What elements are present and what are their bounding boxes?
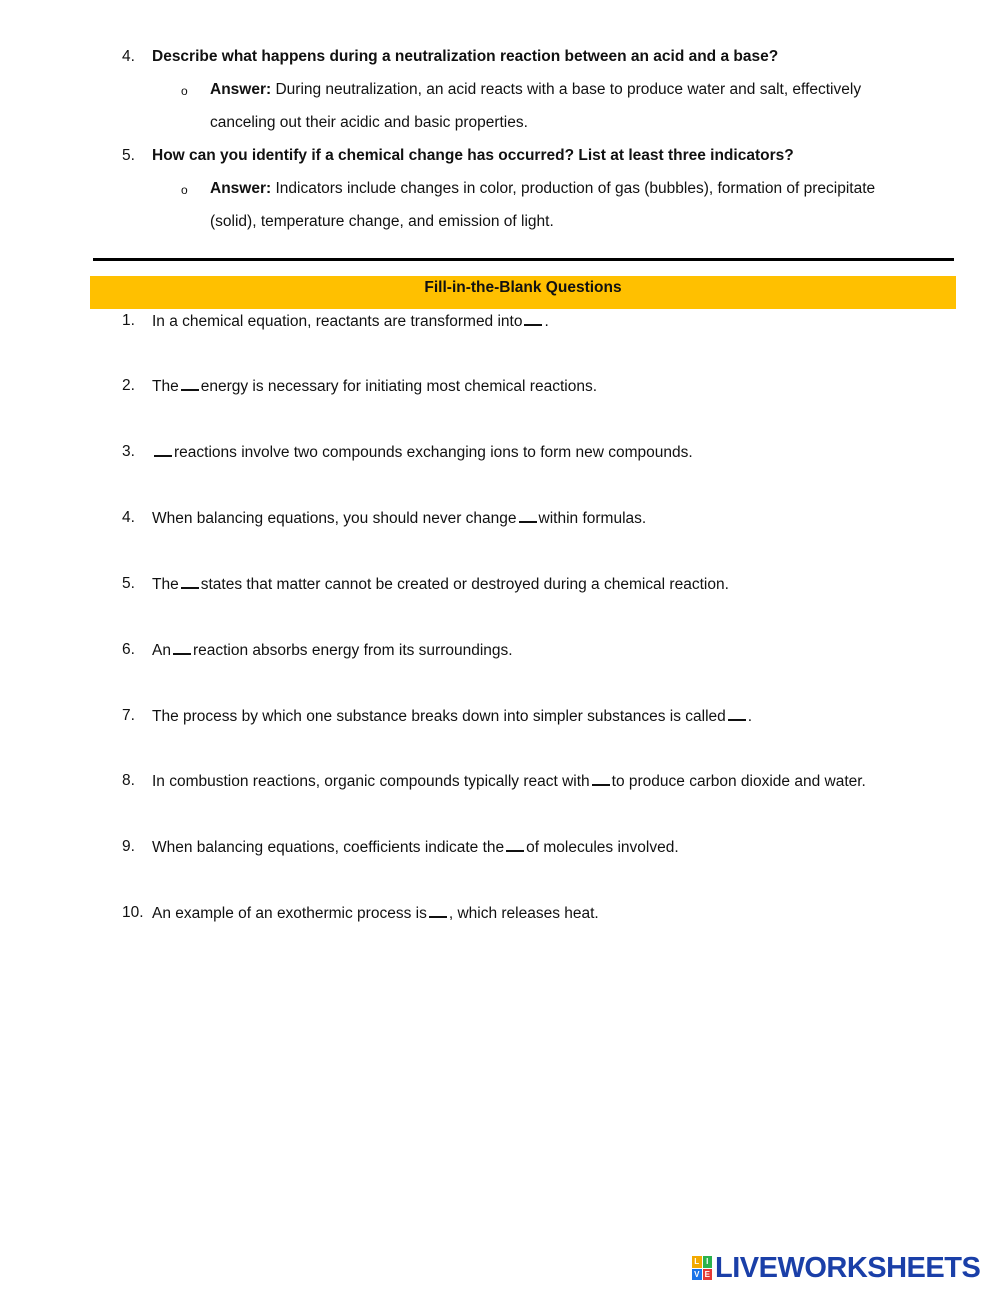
- text-after: reactions involve two compounds exchanging ions to form new compounds.: [174, 444, 693, 461]
- blank-input[interactable]: [181, 575, 199, 589]
- blank-input[interactable]: [519, 509, 537, 523]
- item-number: 7.: [122, 707, 135, 724]
- blank-input[interactable]: [592, 772, 610, 786]
- item-number: 10.: [122, 904, 144, 921]
- blank-input[interactable]: [429, 904, 447, 918]
- bullet-icon: o: [181, 84, 188, 98]
- answer-text-continued: (solid), temperature change, and emission of light.: [210, 213, 554, 230]
- logo-text: LIVEWORKSHEETS: [715, 1251, 981, 1284]
- logo-mark-cell: V: [692, 1269, 702, 1281]
- blank-input[interactable]: [181, 377, 199, 391]
- blank-input[interactable]: [728, 707, 746, 721]
- answer-text: During neutralization, an acid reacts with a base to produce water and salt, effectively: [275, 81, 862, 98]
- answer-label: Answer:: [210, 180, 272, 197]
- blank-input[interactable]: [506, 838, 524, 852]
- question-text: Describe what happens during a neutralization reaction between an acid and a base?: [152, 48, 779, 65]
- text-before: The: [152, 378, 179, 395]
- item-number: 4.: [122, 509, 135, 526]
- item-number: 3.: [122, 443, 135, 460]
- text-before: In a chemical equation, reactants are transformed into: [152, 313, 523, 330]
- liveworksheets-logo: [692, 1252, 980, 1284]
- text-after: of molecules involved.: [526, 839, 679, 856]
- section-title: Fill-in-the-Blank Questions: [90, 276, 956, 309]
- logo-mark-cell: I: [703, 1256, 713, 1268]
- text-after: , which releases heat.: [448, 905, 599, 922]
- text-after: states that matter cannot be created or destroyed during a chemical reaction.: [200, 576, 729, 593]
- text-before: When balancing equations, you should never change: [152, 510, 517, 527]
- text-after: energy is necessary for initiating most chemical reactions.: [200, 378, 597, 395]
- logo-mark-cell: L: [692, 1256, 702, 1268]
- logo-mark-cell: E: [703, 1269, 713, 1281]
- item-number: 9.: [122, 838, 135, 855]
- text-before: An: [152, 642, 171, 659]
- item-number: 5.: [122, 575, 135, 592]
- text-after: to produce carbon dioxide and water.: [611, 773, 866, 790]
- text-before: The process by which one substance breaks down into simpler substances is called: [152, 708, 726, 725]
- answer-text-continued: canceling out their acidic and basic properties.: [210, 114, 528, 131]
- answer-text: Indicators include changes in color, production of gas (bubbles), formation of precipitate: [275, 180, 876, 197]
- answer-line: [210, 180, 875, 198]
- question-text: How can you identify if a chemical change has occurred? List at least three indicators?: [152, 147, 794, 164]
- question-number: 4.: [122, 48, 135, 65]
- blank-input[interactable]: [154, 443, 172, 457]
- bullet-icon: o: [181, 183, 188, 197]
- text-before: In combustion reactions, organic compounds typically react with: [152, 773, 590, 790]
- text-after: within formulas.: [538, 510, 647, 527]
- text-before: When balancing equations, coefficients indicate the: [152, 839, 505, 856]
- text-after: reaction absorbs energy from its surroundings.: [192, 642, 513, 659]
- answer-line: [210, 81, 861, 99]
- text-after: .: [747, 708, 753, 725]
- section-divider: [93, 258, 954, 261]
- answer-label: Answer:: [210, 81, 272, 98]
- item-number: 6.: [122, 641, 135, 658]
- blank-input[interactable]: [524, 312, 542, 326]
- text-before: The: [152, 576, 179, 593]
- blank-input[interactable]: [173, 641, 191, 655]
- item-number: 1.: [122, 312, 135, 329]
- item-number: 8.: [122, 772, 135, 789]
- text-before: An example of an exothermic process is: [152, 905, 427, 922]
- text-after: .: [544, 313, 549, 330]
- item-number: 2.: [122, 377, 135, 394]
- question-number: 5.: [122, 147, 135, 164]
- logo-mark-icon: [692, 1256, 712, 1280]
